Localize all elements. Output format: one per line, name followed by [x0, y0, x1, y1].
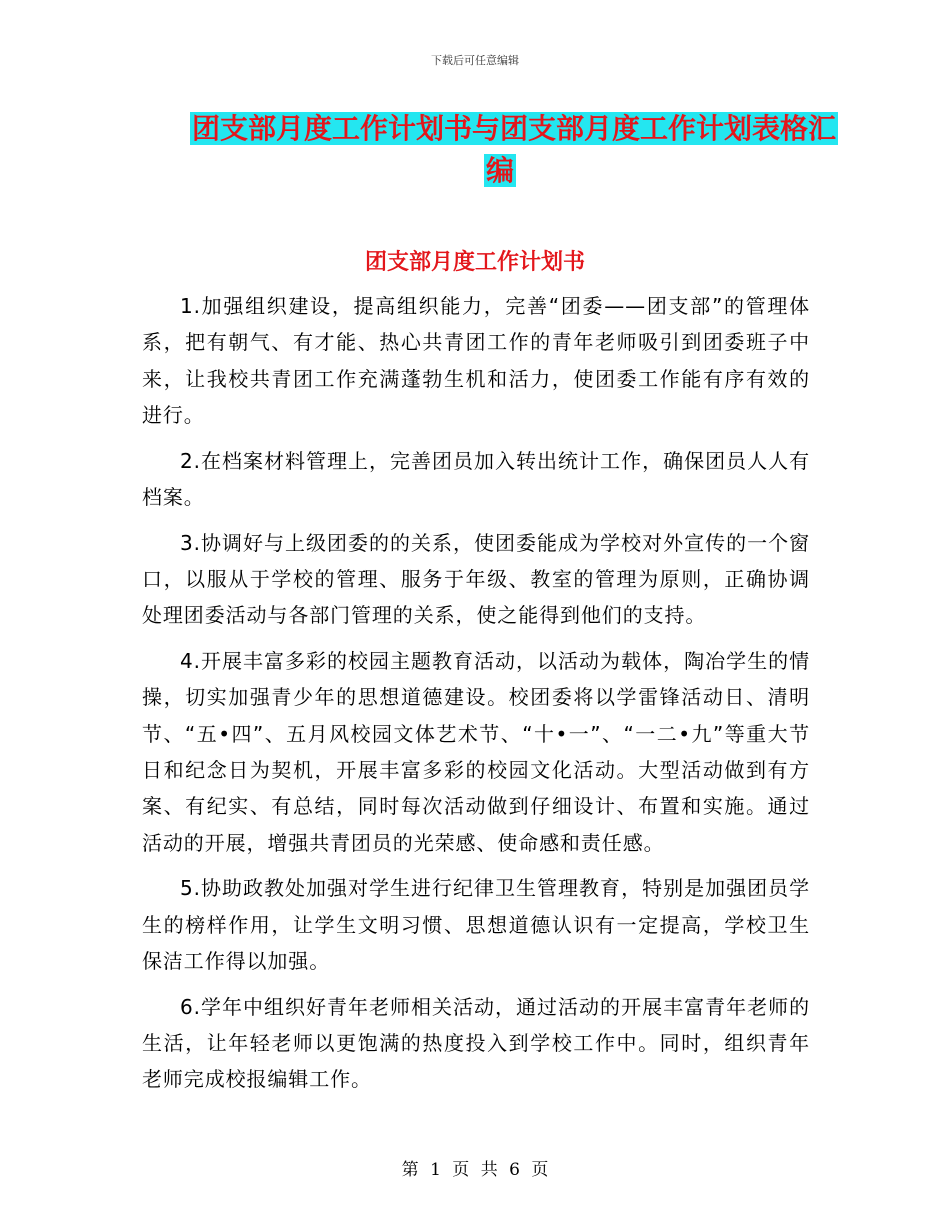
section-heading: 团支部月度工作计划书 — [364, 250, 585, 275]
page-number: 第 1 页 共 6 页 — [401, 1160, 549, 1180]
document-body — [142, 288, 810, 1107]
paragraph-5: 5.协助政教处加强对学生进行纪律卫生管理教育，特别是加强团员学生的榜样作用，让学生文明习惯、思想道德认识有一定提高，学校卫生保洁工作得以加强。 — [142, 876, 810, 974]
document-title-line-2: 编 — [485, 154, 514, 187]
paragraph-3: 3.协调好与上级团委的的关系，使团委能成为学校对外宣传的一个窗口，以服从于学校的管理、服务于年级、教室的管理为原则，正确协调处理团委活动与各部门管理的关系，使之能得到他们的支持。 — [142, 530, 810, 628]
document-title-line-1: 团支部月度工作计划书与团支部月度工作计划表格汇 — [192, 112, 837, 145]
paragraph-6: 6.学年中组织好青年老师相关活动，通过活动的开展丰富青年老师的生活，让年轻老师以更饱满的热度投入到学校工作中。同时，组织青年老师完成校报编辑工作。 — [142, 994, 810, 1092]
paragraph-4: 4.开展丰富多彩的校园主题教育活动，以活动为载体，陶冶学生的情操，切实加强青少年的思想道德建设。校团委将以学雷锋活动日、清明节、“五•四”、五月风校园文体艺术节、“十•一”、“一二•九”等重大节日和纪念日为契机，开展丰富多彩的校园文化活动。大型活动做到有方案、有纪实、有总结，同时每次活动做到仔细设计、布置和实施。通过活动的开展，增强共青团员的光荣感、使命感和责任感。 — [142, 649, 810, 855]
page-header-note: 下载后可任意编辑 — [431, 54, 519, 67]
paragraph-1: 1.加强组织建设，提高组织能力，完善“团委——团支部”的管理体系，把有朝气、有才能、热心共青团工作的青年老师吸引到团委班子中来，让我校共青团工作充满蓬勃生机和活力，使团委工作能有序有效的进行。 — [142, 294, 810, 427]
paragraph-2: 2.在档案材料管理上，完善团员加入转出统计工作，确保团员人人有档案。 — [142, 448, 810, 509]
document-title — [190, 108, 837, 192]
